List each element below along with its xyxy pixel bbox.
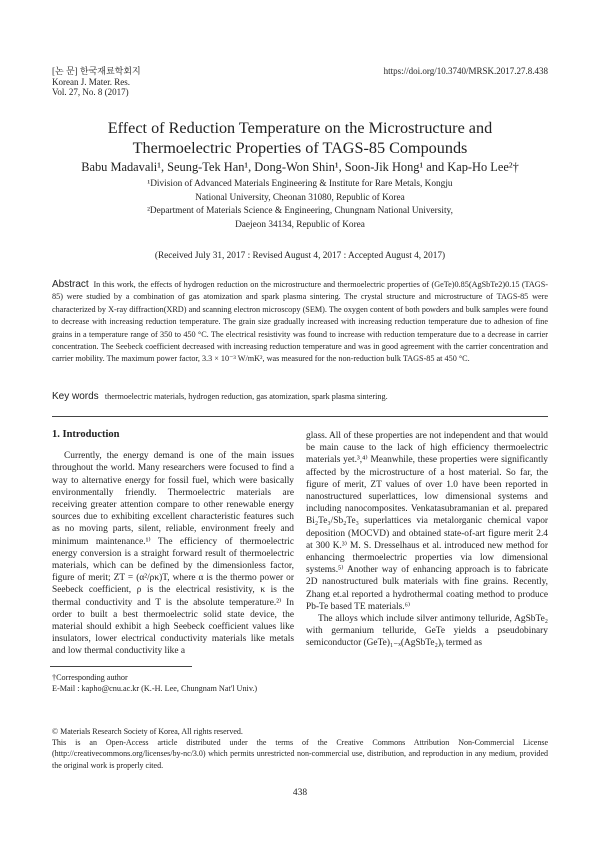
page-number: 438 [292,788,308,798]
section-heading: 1. Introduction [52,429,120,440]
license-block [52,726,548,771]
affiliation-line: National University, Cheonan 31080, Republic of Korea [195,192,405,203]
body-paragraph: Currently, the energy demand is one of the main issues throughout the world. Many researchers were focused to find a way to alternative energy for fossil fuel, which were basically environmentally friendly. Thermoelectric materials are receiving greater attention compare to other renewable energy sources due to exhibiting excellent characteristic features such as no moving parts, silent, reliable, environment freely and minimum maintenance.¹⁾ The efficiency of thermoelectric energy conversion is a straight forward result of thermoelectric materials, which can be defined by the dimensionless factor, figure of merit; ZT = (α²/ρκ)T, where α is the thermo power or Seebeck coefficient, ρ is the electrical resistivity, κ is the thermal conductivity and T is the absolute temperature.²⁾ In order to built a best thermoelectric solid state device, the material should exhibit a high Seebeck coefficient values like insulators, lower electrical conductivity materials like metals and low thermal conductivity like a [52,451,294,657]
abstract-text: In this work, the effects of hydrogen reduction on the microstructure and thermoelectric properties of (GeTe)0.85(AgSbTe2)0.15 (TAGS-85) were studied by a combination of gas atomization and spark plasma sintering. The crystal structure and microstructure of TAGS-85 were characterized by X-ray diffraction(XRD) and scanning electron microscopy (SEM). The oxygen content of both powders and bulk samples were found to decrease with increasing reduction temperature. The grain size gradually increased with increasing reduction temperature due to adhesion of fine grains in a temperature range of 350 to 450 °C. The electrical resistivity was found to increase with reduction temperature due to a decrease in carrier concentration. The Seebeck coefficient decreased with increasing reduction temperature and was in good agreement with the carrier concentration and carrier mobility. The maximum power factor, 3.3 × 10⁻³ W/mK², was measured for the non-reduction bulk TAGS-85 at 450 °C. [52,280,548,364]
affiliation-line: ²Department of Materials Science & Engineering, Chungnam National University, [147,206,453,216]
left-column [52,429,294,658]
journal-korean: [논 문] 한국재료학회지 [52,66,141,76]
corresponding-author: †Corresponding author [52,673,128,682]
journal-volume: Vol. 27, No. 8 (2017) [52,87,129,97]
affiliation-line: Daejeon 34134, Republic of Korea [235,219,365,230]
title-line-2: Thermoelectric Properties of TAGS-85 Compounds [132,139,468,157]
body-paragraph: The alloys which include silver antimony telluride, AgSbTe₂ with germanium telluride, GeTe yields a pseudobinary semiconductor (GeTe)₁₋ₓ(AgSbTe₂)ᵧ termed as [306,614,548,649]
keywords [52,391,548,402]
paper-title [0,118,600,158]
footnote-divider [50,666,192,667]
title-line-1: Effect of Reduction Temperature on the Microstructure and [107,119,493,137]
copyright-notice: © Materials Research Society of Korea, All rights reserved. [52,727,243,736]
right-column [306,430,548,650]
license-text: This is an Open-Access article distributed under the terms of the Creative Commons Attribution Non-Commercial License (http://creativecommons.org/licenses/by-nc/3.0) which permits unrestricted non-commercial use, distribution, and reproduction in any medium, provided the original work is properly cited. [52,738,548,770]
author-list: Babu Madavali¹, Seung-Tek Han¹, Dong-Won Shin¹, Soon-Jik Hong¹ and Kap-Ho Lee²† [81,160,519,174]
footnote [52,672,257,694]
journal-abbr: Korean J. Mater. Res. [52,76,130,87]
affiliation-line: ¹Division of Advanced Materials Engineering & Institute for Rare Metals, Kongju [147,179,453,189]
abstract-label: Abstract [52,279,89,290]
journal-info [52,66,141,98]
doi-link[interactable]: https://doi.org/10.3740/MRSK.2017.27.8.438 [383,66,548,76]
keywords-text: thermoelectric materials, hydrogen reduction, gas atomization, spark plasma sintering. [104,392,388,401]
abstract [52,279,548,366]
affiliations [0,178,600,232]
received-dates: (Received July 31, 2017 : Revised August 4, 2017 : Accepted August 4, 2017) [154,251,446,261]
body-paragraph: glass. All of these properties are not independent and that would be main cause to the lack of high efficiency thermoelectric materials yet.³,⁴⁾ Meanwhile, these properties were significantly affected by the microstructure of a host material. So far, the figure of merit, ZT values of over 1.0 have been reported in nanostructured superlattices, low dimensional systems and including nanocomposites. Venkatasubramanian et al. prepared Bi₂Te₃/Sb₂Te₃ superlattices via metalorganic chemical vapor deposition (MOCVD) and obtained state-of-art figure merit 2.4 at 300 K.³⁾ M. S. Dresselhaus et al. introduced new method for enhancing thermoelectric properties via low dimensional systems.⁵⁾ Another way of enhancing approach is to fabricate 2D nanostructured bulk materials with fine grains. Recently, Zhang et.al reported a hydrothermal coating method to produce Pb-Te based TE materials.⁶⁾ [306,431,548,612]
keywords-label: Key words [52,391,99,402]
corresponding-email[interactable]: E-Mail : kapho@cnu.ac.kr (K.-H. Lee, Chungnam Nat'l Univ.) [52,684,258,693]
divider [52,416,548,417]
